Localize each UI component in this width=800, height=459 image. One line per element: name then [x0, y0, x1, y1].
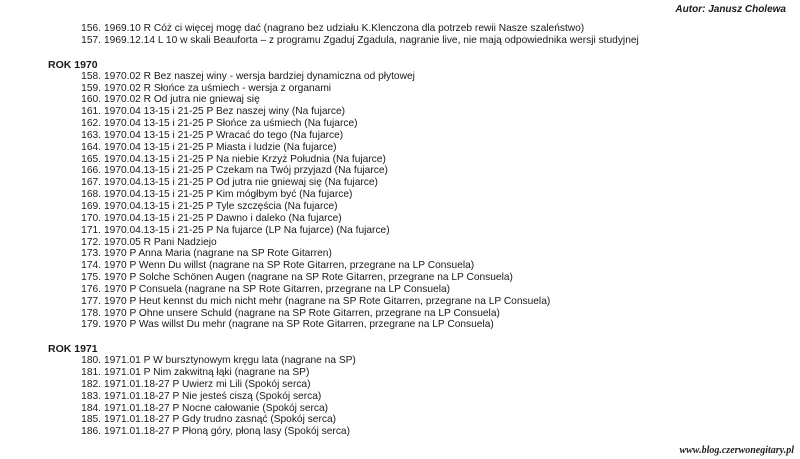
entry-text: 1970 P Heut kennst du mich nicht mehr (nagrane na SP Rote Gitarren, przegrane na LP Consuela): [104, 295, 551, 307]
entry-number: 166.: [81, 165, 101, 177]
list-item: [0, 225, 800, 237]
entry-text: 1970.02 R Słońce za uśmiech - wersja z organami: [104, 82, 332, 94]
discography-list: [0, 23, 800, 438]
list-item: [0, 83, 800, 95]
entry-number: 165.: [81, 153, 101, 165]
entry-number: 170.: [81, 212, 101, 224]
entry-text: 1970.04 13-15 i 21-25 P Słońce za uśmiech (Na fujarce): [104, 118, 358, 130]
entry-text: 1970 P Anna Maria (nagrane na SP Rote Gitarren): [104, 248, 332, 260]
entry-number: 157.: [81, 34, 101, 46]
entry-number: 167.: [81, 177, 101, 189]
list-item: [0, 165, 800, 177]
list-item: [0, 284, 800, 296]
entries-1969: [0, 23, 800, 47]
entry-number: 161.: [81, 106, 101, 118]
entry-text: 1971.01.18-27 P Gdy trudno zasnąć (Spokój serca): [104, 414, 336, 426]
list-item: [0, 260, 800, 272]
entry-text: 1970 P Wenn Du willst (nagrane na SP Rote Gitarren, przegrane na LP Consuela): [104, 260, 475, 272]
entry-text: 1970.04.13-15 i 21-25 P Od jutra nie gniewaj się (Na fujarce): [104, 177, 378, 189]
entry-text: 1970 P Solche Schönen Augen (nagrane na SP Rote Gitarren, przegrane na LP Consuela): [104, 272, 513, 284]
blog-url[interactable]: www.blog.czerwonegitary.pl: [679, 445, 794, 456]
spacer: [0, 47, 800, 59]
list-item: [0, 23, 800, 35]
list-item: [0, 367, 800, 379]
list-item: [0, 213, 800, 225]
list-item: [0, 237, 800, 249]
entry-text: 1971.01.18-27 P Uwierz mi Lili (Spokój serca): [104, 378, 311, 390]
entry-number: 172.: [81, 236, 101, 248]
entry-number: 176.: [81, 283, 101, 295]
entry-text: 1971.01.18-27 P Nocne całowanie (Spokój serca): [104, 402, 329, 414]
list-item: [0, 355, 800, 367]
entry-text: 1970 P Was willst Du mehr (nagrane na SP Rote Gitarren, przegrane na LP Consuela): [104, 319, 494, 331]
list-item: [0, 118, 800, 130]
list-item: [0, 248, 800, 260]
section-heading-1970: ROK 1970: [48, 58, 98, 71]
entry-number: 178.: [81, 307, 101, 319]
entry-text: 1971.01.18-27 P Nie jesteś ciszą (Spokój serca): [104, 390, 322, 402]
section-heading-1971: ROK 1971: [48, 343, 98, 356]
entry-number: 174.: [81, 260, 101, 272]
list-item: [0, 35, 800, 47]
entry-number: 179.: [81, 319, 101, 331]
list-item: [0, 391, 800, 403]
entry-number: 175.: [81, 272, 101, 284]
list-item: [0, 189, 800, 201]
list-item: [0, 319, 800, 331]
list-item: [0, 426, 800, 438]
entry-text: 1970.04.13-15 i 21-25 P Czekam na Twój przyjazd (Na fujarce): [104, 165, 388, 177]
list-item: [0, 142, 800, 154]
entry-text: 1970.04 13-15 i 21-25 P Bez naszej winy (Na fujarce): [104, 106, 346, 118]
entry-text: 1970 P Consuela (nagrane na SP Rote Gitarren, przegrane na LP Consuela): [104, 283, 451, 295]
list-item: [0, 296, 800, 308]
list-item: [0, 94, 800, 106]
list-item: [0, 308, 800, 320]
entry-number: 182.: [81, 378, 101, 390]
entry-text: 1970 P Ohne unsere Schuld (nagrane na SP Rote Gitarren, przegrane na LP Consuela): [104, 307, 500, 319]
entry-number: 160.: [81, 94, 101, 106]
entry-text: 1970.04.13-15 i 21-25 P Tyle szczęścia (Na fujarce): [104, 200, 338, 212]
entry-number: 162.: [81, 118, 101, 130]
entry-text: 1970.04 13-15 i 21-25 P Miasta i ludzie (Na fujarce): [104, 141, 337, 153]
entry-number: 156.: [81, 23, 101, 34]
entry-number: 158.: [81, 70, 101, 82]
entry-number: 177.: [81, 295, 101, 307]
list-item: [0, 379, 800, 391]
list-item: [0, 403, 800, 415]
entry-text: 1970.04.13-15 i 21-25 P Dawno i daleko (Na fujarce): [104, 212, 342, 224]
entry-text: 1969.10 R Cóż ci więcej mogę dać (nagrano bez udziału K.Klenczona dla potrzeb rewii Nasze szaleństwo): [104, 23, 585, 34]
entry-number: 164.: [81, 141, 101, 153]
spacer: [0, 331, 800, 343]
list-item: [0, 177, 800, 189]
entry-text: 1971.01 P W bursztynowym kręgu lata (nagrane na SP): [104, 355, 356, 367]
entry-number: 171.: [81, 224, 101, 236]
entry-text: 1971.01.18-27 P Płoną góry, płoną lasy (Spokój serca): [104, 426, 350, 438]
entry-number: 180.: [81, 355, 101, 367]
entry-text: 1970.02 R Bez naszej winy - wersja bardziej dynamiczna od płytowej: [104, 70, 415, 82]
entry-number: 168.: [81, 189, 101, 201]
entries-1971: [0, 355, 800, 438]
list-item: [0, 272, 800, 284]
entry-number: 159.: [81, 82, 101, 94]
entries-1970: [0, 71, 800, 332]
entry-number: 186.: [81, 426, 101, 438]
entry-text: 1970.04.13-15 i 21-25 P Na fujarce (LP Na fujarce) (Na fujarce): [104, 224, 390, 236]
entry-number: 173.: [81, 248, 101, 260]
list-item: [0, 106, 800, 118]
entry-text: 1970.04.13-15 i 21-25 P Na niebie Krzyż Południa (Na fujarce): [104, 153, 386, 165]
entry-number: 181.: [81, 367, 101, 379]
entry-number: 184.: [81, 402, 101, 414]
entry-number: 169.: [81, 200, 101, 212]
entry-number: 183.: [81, 390, 101, 402]
entry-text: 1969.12.14 L 10 w skali Beauforta – z programu Zgaduj Zgadula, nagranie live, nie mają odpowiednika wersji studyjnej: [104, 34, 639, 46]
entry-text: 1970.04.13-15 i 21-25 P Kim mógłbym być (Na fujarce): [104, 189, 353, 201]
entry-number: 163.: [81, 129, 101, 141]
entry-text: 1970.05 R Pani Nadziejo: [104, 236, 217, 248]
list-item: [0, 201, 800, 213]
list-item: [0, 414, 800, 426]
entry-text: 1970.04 13-15 i 21-25 P Wracać do tego (Na fujarce): [104, 129, 344, 141]
list-item: [0, 130, 800, 142]
entry-number: 185.: [81, 414, 101, 426]
list-item: [0, 71, 800, 83]
entry-text: 1970.02 R Od jutra nie gniewaj się: [104, 94, 260, 106]
list-item: [0, 154, 800, 166]
entry-text: 1971.01 P Nim zakwitną łąki (nagrane na SP): [104, 367, 310, 379]
author-credit: Autor: Janusz Cholewa: [675, 4, 786, 15]
